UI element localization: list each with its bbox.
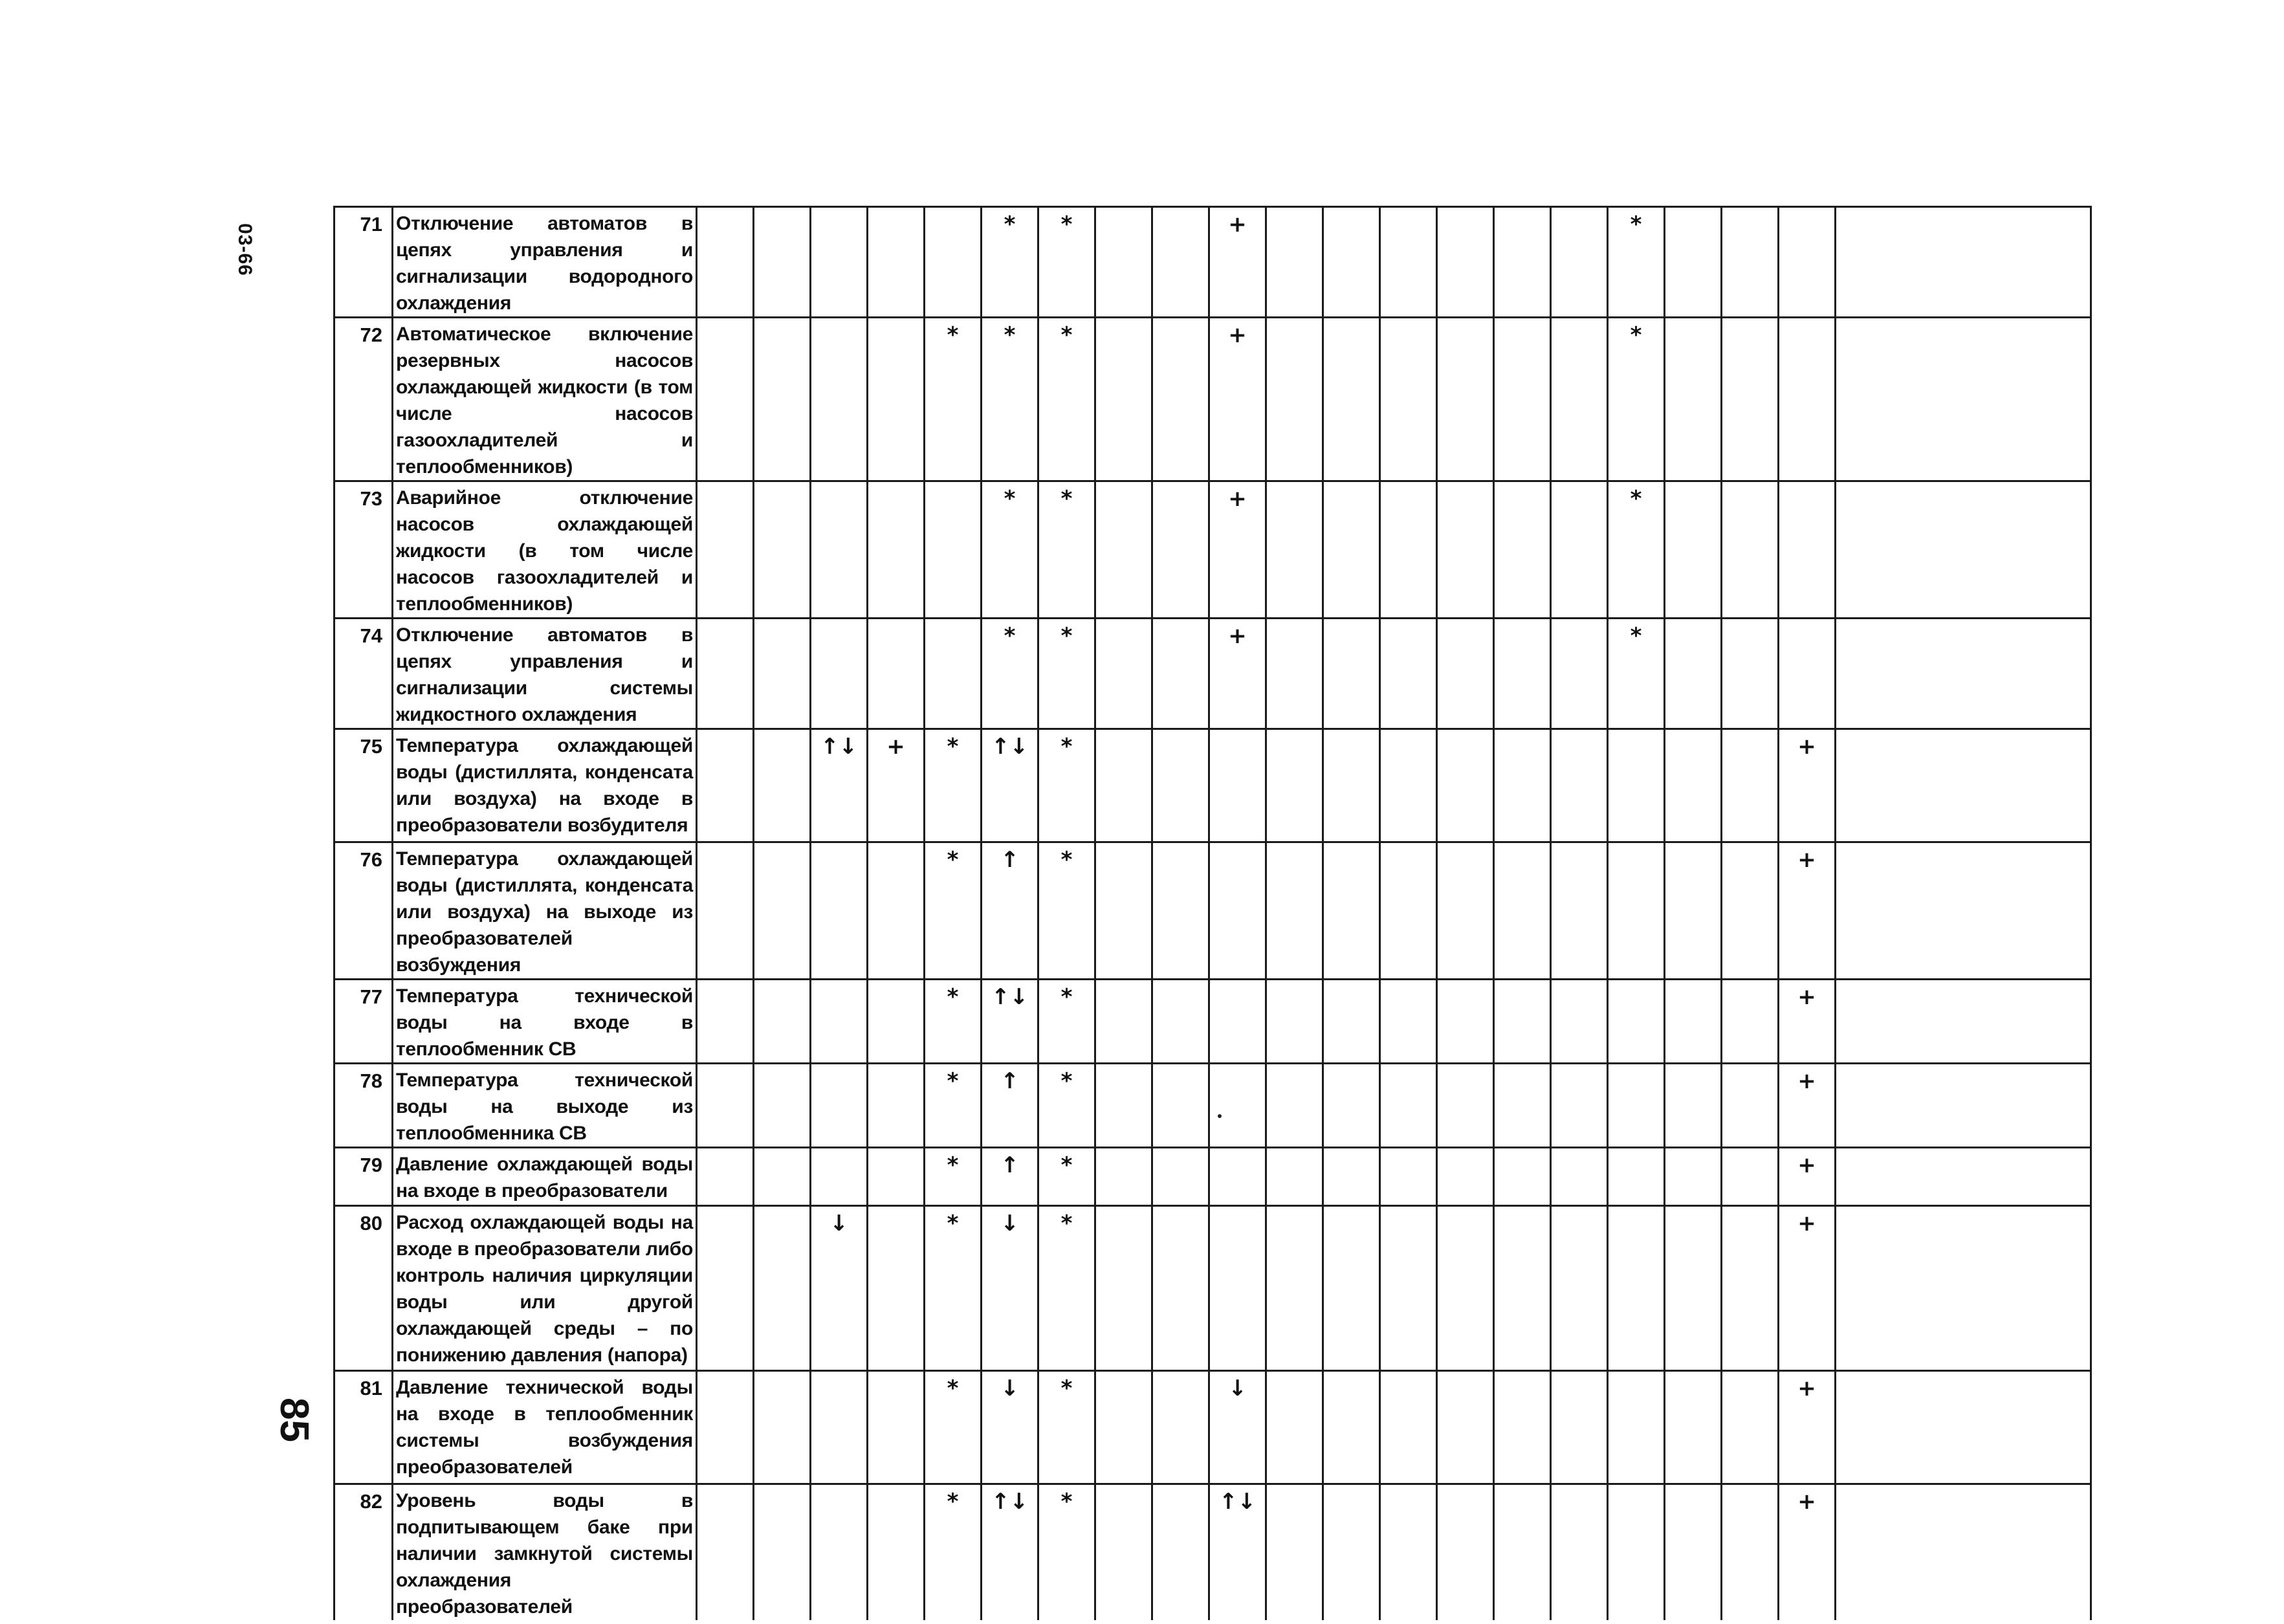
row-number: 71: [335, 207, 393, 318]
mark-cell: [697, 729, 754, 842]
mark-cell: [1836, 1064, 2091, 1148]
mark-cell: *: [925, 980, 982, 1064]
table-row: [335, 1371, 2091, 1484]
mark-cell: [1095, 619, 1152, 729]
mark-cell: [1608, 1064, 1665, 1148]
mark-cell: [1665, 1206, 1722, 1371]
mark-cell: [1266, 1484, 1323, 1621]
mark-cell: [1665, 1148, 1722, 1206]
row-description: Давление технической воды на входе в теплообменник системы возбуждения преобразователей: [393, 1371, 697, 1484]
mark-cell: [697, 1064, 754, 1148]
mark-cell: [1095, 729, 1152, 842]
mark-cell: +: [1779, 729, 1836, 842]
mark-cell: [1437, 1148, 1494, 1206]
mark-cell: [1836, 1148, 2091, 1206]
mark-cell: [868, 1484, 925, 1621]
mark-cell: [811, 1371, 868, 1484]
mark-cell: [1209, 729, 1266, 842]
mark-cell: +: [1779, 1064, 1836, 1148]
mark-cell: [1836, 842, 2091, 980]
mark-cell: [1380, 481, 1437, 619]
mark-cell: [1095, 1206, 1152, 1371]
mark-cell: *: [1608, 619, 1665, 729]
mark-cell: [1494, 207, 1551, 318]
mark-cell: [1437, 1484, 1494, 1621]
mark-cell: [754, 1064, 811, 1148]
mark-cell: [1437, 481, 1494, 619]
mark-cell: [1722, 1371, 1779, 1484]
mark-cell: [811, 980, 868, 1064]
mark-cell: [1323, 1064, 1380, 1148]
mark-cell: [697, 980, 754, 1064]
mark-cell: [754, 1148, 811, 1206]
mark-cell: [1323, 1206, 1380, 1371]
mark-cell: [1722, 1064, 1779, 1148]
row-number: 77: [335, 980, 393, 1064]
mark-cell: [1722, 1148, 1779, 1206]
mark-cell: [754, 842, 811, 980]
mark-cell: [1779, 318, 1836, 481]
mark-cell: [1608, 1148, 1665, 1206]
mark-cell: [1437, 729, 1494, 842]
mark-cell: [1266, 1064, 1323, 1148]
mark-cell: [1494, 318, 1551, 481]
mark-cell: [1323, 1371, 1380, 1484]
row-number: 74: [335, 619, 393, 729]
mark-cell: [811, 318, 868, 481]
mark-cell: [1494, 481, 1551, 619]
mark-cell: [754, 1371, 811, 1484]
mark-cell: [811, 1484, 868, 1621]
mark-cell: [1266, 619, 1323, 729]
mark-cell: [1722, 842, 1779, 980]
mark-cell: [754, 1484, 811, 1621]
mark-cell: [1095, 481, 1152, 619]
mark-cell: ↓: [811, 1206, 868, 1371]
row-number: 82: [335, 1484, 393, 1621]
row-description: Температура технической воды на выходе из теплообменника СВ: [393, 1064, 697, 1148]
table-row: [335, 619, 2091, 729]
mark-cell: ↑↓: [811, 729, 868, 842]
mark-cell: [1494, 1206, 1551, 1371]
mark-cell: [1551, 481, 1608, 619]
row-description: Отключение автоматов в цепях управления и сигнализации системы жидкостного охлаждения: [393, 619, 697, 729]
mark-cell: [697, 1484, 754, 1621]
mark-cell: [1551, 207, 1608, 318]
mark-cell: [1380, 318, 1437, 481]
mark-cell: [1437, 1371, 1494, 1484]
mark-cell: [1380, 980, 1437, 1064]
mark-cell: [1095, 842, 1152, 980]
mark-cell: [1836, 619, 2091, 729]
mark-cell: [1152, 1206, 1209, 1371]
mark-cell: [1665, 842, 1722, 980]
mark-cell: [1209, 980, 1266, 1064]
mark-cell: [1551, 1484, 1608, 1621]
mark-cell: [1836, 1484, 2091, 1621]
stray-mark: [1218, 1114, 1222, 1118]
mark-cell: [925, 481, 982, 619]
mark-cell: [1722, 207, 1779, 318]
mark-cell: +: [1209, 318, 1266, 481]
mark-cell: [1551, 1206, 1608, 1371]
mark-cell: [1494, 1064, 1551, 1148]
mark-cell: [1266, 1148, 1323, 1206]
mark-cell: [868, 318, 925, 481]
mark-cell: [1779, 481, 1836, 619]
mark-cell: [925, 207, 982, 318]
mark-cell: [754, 619, 811, 729]
mark-cell: [1380, 729, 1437, 842]
mark-cell: [811, 207, 868, 318]
mark-cell: [868, 842, 925, 980]
mark-cell: [1152, 1484, 1209, 1621]
mark-cell: [1323, 207, 1380, 318]
mark-cell: [1152, 207, 1209, 318]
table-row: [335, 1064, 2091, 1148]
mark-cell: [1209, 842, 1266, 980]
table-row: [335, 1148, 2091, 1206]
mark-cell: [1722, 1484, 1779, 1621]
row-description: Давление охлаждающей воды на входе в преобразователи: [393, 1148, 697, 1206]
mark-cell: [1494, 1371, 1551, 1484]
mark-cell: [868, 1206, 925, 1371]
mark-cell: [1323, 619, 1380, 729]
mark-cell: *: [1608, 318, 1665, 481]
mark-cell: [1494, 842, 1551, 980]
mark-cell: [1437, 980, 1494, 1064]
row-description: Температура охлаждающей воды (дистиллята, конденсата или воздуха) на входе в преобразователи возбудителя: [393, 729, 697, 842]
mark-cell: [1836, 729, 2091, 842]
mark-cell: [1665, 207, 1722, 318]
mark-cell: ↓: [1209, 1371, 1266, 1484]
mark-cell: [1266, 1371, 1323, 1484]
mark-cell: *: [1038, 980, 1095, 1064]
mark-cell: [1323, 729, 1380, 842]
mark-cell: [811, 619, 868, 729]
mark-cell: [868, 1371, 925, 1484]
mark-cell: [697, 207, 754, 318]
mark-cell: [1494, 980, 1551, 1064]
mark-cell: [1152, 980, 1209, 1064]
mark-cell: ↑: [982, 1148, 1038, 1206]
mark-cell: [1608, 1484, 1665, 1621]
mark-cell: [1722, 980, 1779, 1064]
mark-cell: [811, 1064, 868, 1148]
mark-cell: [1152, 729, 1209, 842]
mark-cell: [754, 481, 811, 619]
mark-cell: [1551, 842, 1608, 980]
mark-cell: *: [1038, 207, 1095, 318]
parameters-table: [333, 206, 2092, 1620]
mark-cell: [1608, 729, 1665, 842]
mark-cell: [697, 481, 754, 619]
mark-cell: *: [925, 842, 982, 980]
mark-cell: +: [1779, 1148, 1836, 1206]
mark-cell: [868, 1064, 925, 1148]
mark-cell: [1095, 318, 1152, 481]
row-description: Температура технической воды на входе в теплообменник СВ: [393, 980, 697, 1064]
mark-cell: [1494, 729, 1551, 842]
table-row: [335, 842, 2091, 980]
mark-cell: +: [1779, 1206, 1836, 1371]
mark-cell: ↑↓: [982, 729, 1038, 842]
mark-cell: *: [1038, 729, 1095, 842]
mark-cell: *: [1608, 207, 1665, 318]
mark-cell: [754, 729, 811, 842]
table-row: [335, 207, 2091, 318]
mark-cell: [1665, 318, 1722, 481]
mark-cell: [1836, 1206, 2091, 1371]
table-row: [335, 1484, 2091, 1621]
row-number: 78: [335, 1064, 393, 1148]
mark-cell: [1551, 1148, 1608, 1206]
mark-cell: [1152, 619, 1209, 729]
mark-cell: [1437, 318, 1494, 481]
mark-cell: [1437, 207, 1494, 318]
row-number: 72: [335, 318, 393, 481]
mark-cell: [1437, 619, 1494, 729]
mark-cell: [697, 842, 754, 980]
mark-cell: [811, 842, 868, 980]
row-number: 79: [335, 1148, 393, 1206]
row-description: Отключение автоматов в цепях управления и сигнализации водородного охлаждения: [393, 207, 697, 318]
mark-cell: [1323, 1484, 1380, 1621]
mark-cell: [1722, 729, 1779, 842]
mark-cell: [1608, 1371, 1665, 1484]
mark-cell: [1209, 1148, 1266, 1206]
mark-cell: [868, 619, 925, 729]
mark-cell: [1551, 980, 1608, 1064]
mark-cell: [1551, 1371, 1608, 1484]
mark-cell: [1323, 842, 1380, 980]
mark-cell: [1209, 1064, 1266, 1148]
mark-cell: [811, 481, 868, 619]
mark-cell: [1266, 318, 1323, 481]
mark-cell: [1152, 1064, 1209, 1148]
mark-cell: ↓: [982, 1371, 1038, 1484]
row-number: 73: [335, 481, 393, 619]
mark-cell: [1779, 619, 1836, 729]
mark-cell: [868, 481, 925, 619]
mark-cell: [754, 980, 811, 1064]
mark-cell: ↑: [982, 842, 1038, 980]
mark-cell: [1380, 1484, 1437, 1621]
mark-cell: [1266, 481, 1323, 619]
mark-cell: [1095, 1371, 1152, 1484]
mark-cell: [754, 207, 811, 318]
mark-cell: *: [1608, 481, 1665, 619]
mark-cell: [1836, 980, 2091, 1064]
table-row: [335, 481, 2091, 619]
row-number: 81: [335, 1371, 393, 1484]
row-number: 80: [335, 1206, 393, 1371]
mark-cell: *: [925, 1484, 982, 1621]
mark-cell: ↓: [982, 1206, 1038, 1371]
mark-cell: [1836, 481, 2091, 619]
mark-cell: *: [982, 207, 1038, 318]
page-number: 85: [272, 1398, 316, 1442]
mark-cell: [1266, 980, 1323, 1064]
mark-cell: [1323, 980, 1380, 1064]
mark-cell: [1266, 729, 1323, 842]
mark-cell: [1551, 729, 1608, 842]
mark-cell: *: [982, 481, 1038, 619]
mark-cell: [1152, 842, 1209, 980]
mark-cell: [1494, 619, 1551, 729]
mark-cell: [1836, 207, 2091, 318]
table-body: [335, 207, 2091, 1621]
mark-cell: [1551, 318, 1608, 481]
mark-cell: +: [1209, 619, 1266, 729]
row-number: 76: [335, 842, 393, 980]
mark-cell: *: [1038, 619, 1095, 729]
mark-cell: +: [1209, 481, 1266, 619]
mark-cell: +: [1779, 1484, 1836, 1621]
mark-cell: [1608, 842, 1665, 980]
row-description: Автоматическое включение резервных насосов охлаждающей жидкости (в том числе насосов газоохладителей и теплообменников): [393, 318, 697, 481]
mark-cell: [1665, 1064, 1722, 1148]
mark-cell: [697, 619, 754, 729]
row-number: 75: [335, 729, 393, 842]
mark-cell: [1266, 207, 1323, 318]
mark-cell: [1665, 980, 1722, 1064]
mark-cell: +: [868, 729, 925, 842]
row-description: Аварийное отключение насосов охлаждающей жидкости (в том числе насосов газоохладителей и теплообменников): [393, 481, 697, 619]
table-row: [335, 1206, 2091, 1371]
mark-cell: [1323, 1148, 1380, 1206]
mark-cell: *: [925, 318, 982, 481]
row-description: Расход охлаждающей воды на входе в преобразователи либо контроль наличия циркуляции воды или другой охлаждающей среды – по понижению давления (напора): [393, 1206, 697, 1371]
mark-cell: [1380, 842, 1437, 980]
mark-cell: [1380, 1064, 1437, 1148]
mark-cell: *: [1038, 481, 1095, 619]
document-code: 03-66: [234, 223, 256, 276]
mark-cell: *: [1038, 842, 1095, 980]
mark-cell: ↑↓: [1209, 1484, 1266, 1621]
mark-cell: *: [1038, 1371, 1095, 1484]
mark-cell: [697, 1371, 754, 1484]
mark-cell: [925, 619, 982, 729]
mark-cell: [1095, 207, 1152, 318]
mark-cell: *: [982, 318, 1038, 481]
mark-cell: ↑↓: [982, 980, 1038, 1064]
row-description: Уровень воды в подпитывающем баке при наличии замкнутой системы охлаждения преобразователей: [393, 1484, 697, 1621]
mark-cell: [1494, 1148, 1551, 1206]
mark-cell: +: [1779, 1371, 1836, 1484]
mark-cell: [1551, 1064, 1608, 1148]
mark-cell: [868, 207, 925, 318]
mark-cell: [1095, 980, 1152, 1064]
mark-cell: [1380, 619, 1437, 729]
mark-cell: [1380, 207, 1437, 318]
mark-cell: [1608, 1206, 1665, 1371]
mark-cell: [1266, 842, 1323, 980]
mark-cell: [1722, 1206, 1779, 1371]
mark-cell: [697, 318, 754, 481]
table-row: [335, 729, 2091, 842]
mark-cell: [1722, 619, 1779, 729]
mark-cell: [1095, 1148, 1152, 1206]
mark-cell: *: [982, 619, 1038, 729]
mark-cell: [1722, 318, 1779, 481]
mark-cell: *: [925, 1064, 982, 1148]
mark-cell: [697, 1206, 754, 1371]
mark-cell: [754, 1206, 811, 1371]
mark-cell: [868, 980, 925, 1064]
mark-cell: *: [925, 1148, 982, 1206]
mark-cell: [1665, 481, 1722, 619]
mark-cell: [811, 1148, 868, 1206]
row-description: Температура охлаждающей воды (дистиллята, конденсата или воздуха) на выходе из преобразователей возбуждения: [393, 842, 697, 980]
mark-cell: [754, 318, 811, 481]
mark-cell: [1152, 318, 1209, 481]
mark-cell: +: [1779, 980, 1836, 1064]
mark-cell: [1380, 1148, 1437, 1206]
mark-cell: ↑: [982, 1064, 1038, 1148]
mark-cell: [1152, 1148, 1209, 1206]
mark-cell: +: [1779, 842, 1836, 980]
mark-cell: [1665, 619, 1722, 729]
mark-cell: [868, 1148, 925, 1206]
mark-cell: [1836, 318, 2091, 481]
mark-cell: [1380, 1371, 1437, 1484]
mark-cell: [1095, 1484, 1152, 1621]
mark-cell: [1494, 1484, 1551, 1621]
table-row: [335, 980, 2091, 1064]
mark-cell: [1551, 619, 1608, 729]
mark-cell: [1437, 842, 1494, 980]
mark-cell: [1152, 1371, 1209, 1484]
mark-cell: [1665, 1484, 1722, 1621]
mark-cell: +: [1209, 207, 1266, 318]
mark-cell: [1095, 1064, 1152, 1148]
mark-cell: [1665, 729, 1722, 842]
mark-cell: [697, 1148, 754, 1206]
mark-cell: *: [925, 729, 982, 842]
mark-cell: *: [1038, 1148, 1095, 1206]
mark-cell: *: [925, 1371, 982, 1484]
mark-cell: [1608, 980, 1665, 1064]
mark-cell: *: [1038, 1206, 1095, 1371]
mark-cell: *: [1038, 1064, 1095, 1148]
mark-cell: *: [1038, 1484, 1095, 1621]
mark-cell: [1722, 481, 1779, 619]
mark-cell: [1836, 1371, 2091, 1484]
mark-cell: *: [1038, 318, 1095, 481]
mark-cell: [1437, 1206, 1494, 1371]
mark-cell: *: [925, 1206, 982, 1371]
mark-cell: [1266, 1206, 1323, 1371]
table-row: [335, 318, 2091, 481]
mark-cell: [1152, 481, 1209, 619]
mark-cell: [1779, 207, 1836, 318]
mark-cell: ↑↓: [982, 1484, 1038, 1621]
mark-cell: [1437, 1064, 1494, 1148]
mark-cell: [1665, 1371, 1722, 1484]
mark-cell: [1323, 481, 1380, 619]
mark-cell: [1209, 1206, 1266, 1371]
mark-cell: [1323, 318, 1380, 481]
mark-cell: [1380, 1206, 1437, 1371]
